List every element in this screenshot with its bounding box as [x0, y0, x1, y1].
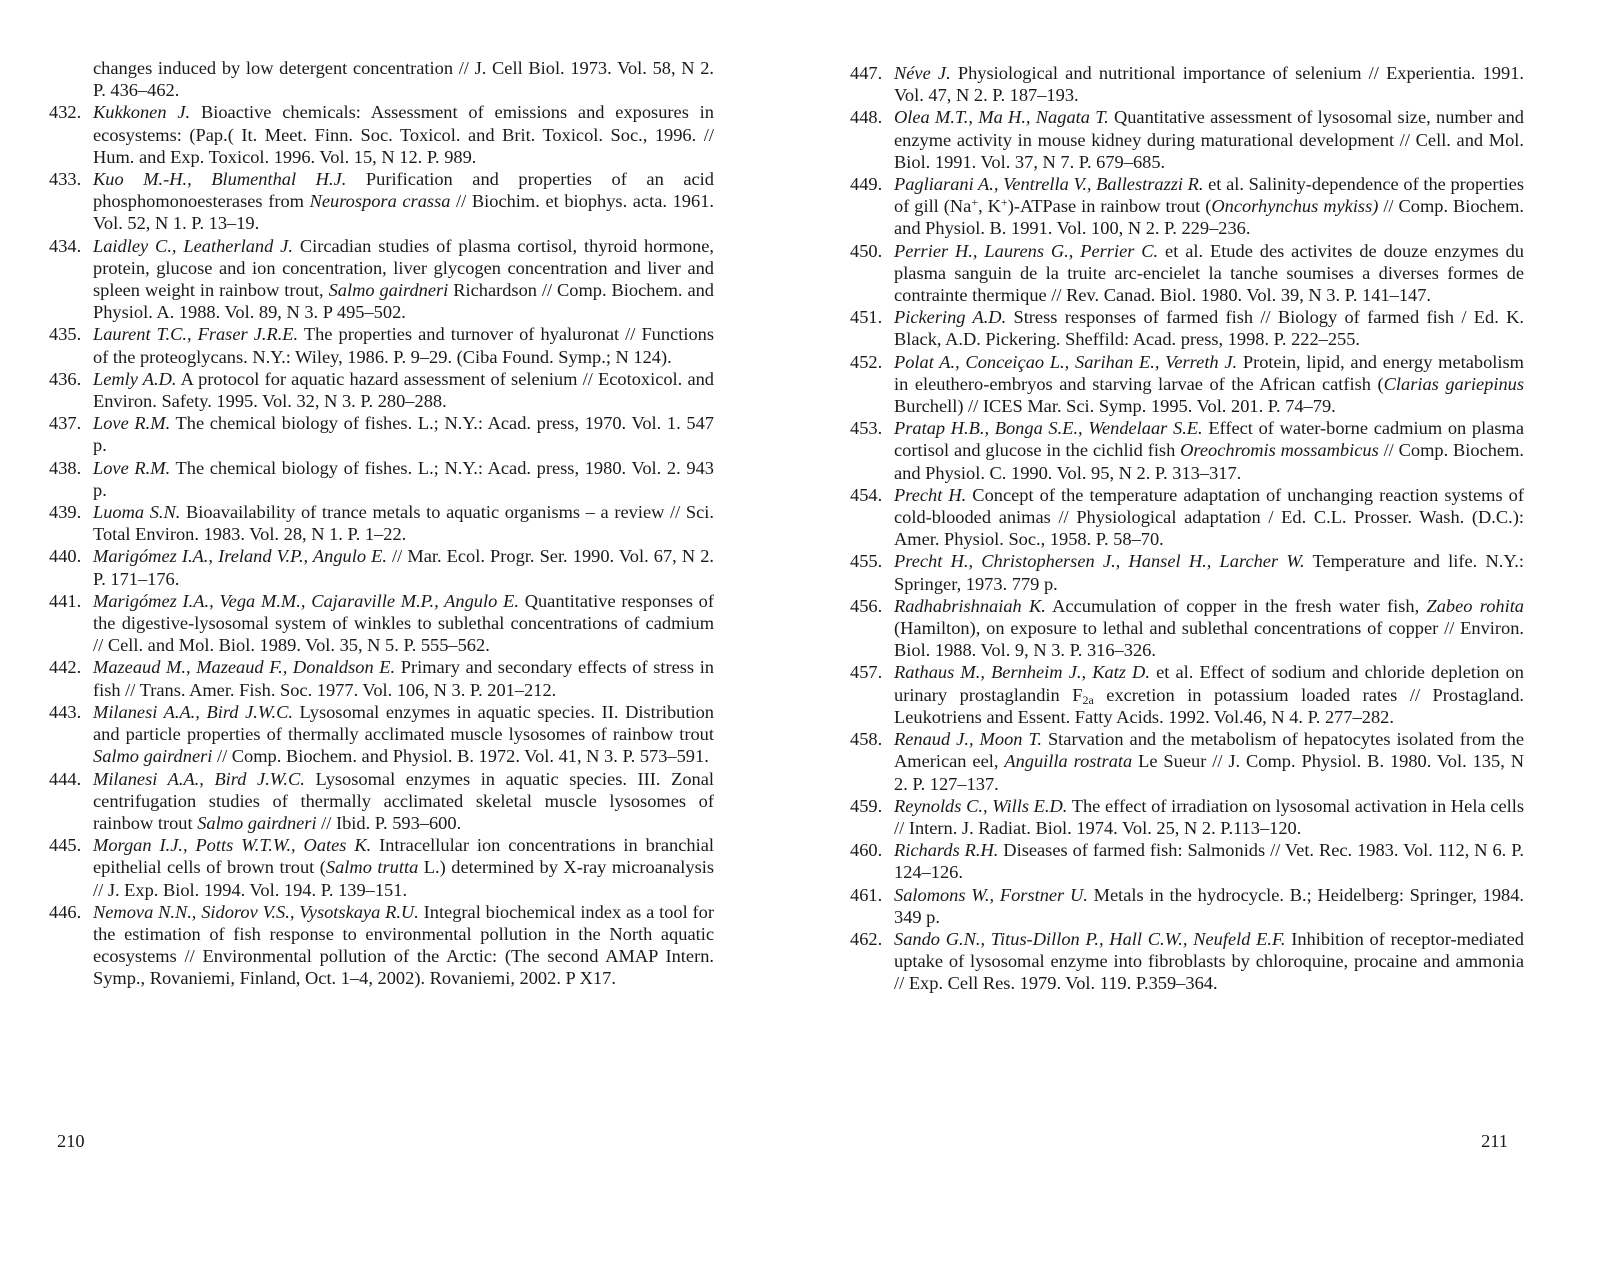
reference-italic-text: Milanesi A.A., Bird J.W.C.: [93, 768, 305, 789]
reference-plain-text: Metals in the hydrocycle. B.; Heidelberg: Springer, 1984. 349 p.: [894, 884, 1525, 927]
reference-italic-text: Marigómez I.A., Vega M.M., Cajaraville M.P., Angulo E.: [93, 590, 519, 611]
reference-italic-text: Precht H., Christophersen J., Hansel H., Larcher W.: [894, 551, 1305, 572]
reference-number: 436.: [49, 368, 82, 389]
reference-plain-text: Physiological and nutritional importance of selenium // Experientia. 1991. Vol. 47, N 2. P. 187–193.: [894, 63, 1524, 106]
reference-entry: [49, 323, 715, 367]
reference-text: [894, 352, 1524, 416]
reference-text: [93, 413, 714, 455]
reference-text: [894, 418, 1524, 482]
page-number-left: 210: [57, 1131, 85, 1151]
reference-italic-text: Salmo trutta: [325, 857, 419, 878]
reference-plain-text: Intracellular ion concentrations in branchial epithelial cells of brown trout (: [93, 835, 714, 878]
reference-text: [93, 546, 714, 588]
reference-entry: [49, 545, 715, 589]
reference-plain-text: Le Sueur // J. Comp. Physiol. B. 1980. Vol. 135, N 2. P. 127–137.: [894, 751, 1524, 794]
reference-plain-text: Protein, lipid, and energy metabolism in eleuthero-embryos and starving larvae of the African catfish (: [894, 351, 1524, 394]
reference-entry: [49, 656, 715, 700]
reference-plain-text: L.) determined by X-ray microanalysis // J. Exp. Biol. 1994. Vol. 194. P. 139–151.: [93, 857, 714, 900]
reference-text: [894, 174, 1524, 238]
reference-entry: [850, 484, 1524, 551]
reference-italic-text: Lemly A.D.: [93, 368, 177, 389]
reference-text: [894, 662, 1524, 726]
reference-number: 448.: [850, 107, 883, 128]
reference-plain-text: Inhibition of receptor-mediated uptake of lysosomal enzyme into fibroblasts by chloroquine, procaine and ammonia // Exp. Cell Res. 1979. Vol. 119. P.359–364.: [894, 928, 1524, 994]
reference-number: 434.: [49, 235, 82, 256]
reference-plain-text: Lysosomal enzymes in aquatic species. II. Distribution and particle properties of thermally acclimated muscle lysosomes of rainbow trout: [93, 701, 714, 745]
reference-number: 456.: [850, 595, 883, 616]
reference-italic-text: Perrier H., Laurens G., Perrier C.: [894, 240, 1159, 261]
reference-entry: [850, 306, 1524, 350]
reference-number: 446.: [49, 901, 82, 922]
reference-italic-text: Nemova N.N., Sidorov V.S., Vysotskaya R.U.: [93, 901, 419, 922]
reference-italic-text: Oncorhynchus mykiss): [1211, 196, 1379, 217]
reference-plain-text: Primary and secondary effects of stress in fish // Trans. Amer. Fish. Soc. 1977. Vol. 106, N 3. P. 201–212.: [93, 657, 715, 700]
reference-plain-text: // Mar. Ecol. Progr. Ser. 1990. Vol. 67, N 2. P. 171–176.: [93, 546, 715, 589]
reference-italic-text: Salmo gairdneri: [93, 746, 213, 767]
reference-number: 451.: [850, 307, 883, 328]
reference-entry: [49, 834, 714, 901]
reference-plain-text: excretion in potassium loaded rates // Prostagland. Leukotriens and Essent. Fatty Acids. 1992. Vol.46, N 4. P. 277–282.: [894, 684, 1524, 727]
reference-plain-text: , K: [978, 196, 1001, 217]
reference-number: 433.: [49, 169, 82, 190]
reference-plain-text: Starvation and the metabolism of hepatocytes isolated from the American eel,: [894, 729, 1524, 772]
reference-plain-text: )-ATPase in rainbow trout (: [1007, 196, 1212, 217]
reference-number: 439.: [49, 502, 82, 523]
reference-italic-text: Radhabrishnaiah K.: [894, 595, 1046, 616]
reference-number: 455.: [850, 551, 883, 572]
subscript: 2a: [1082, 692, 1094, 707]
reference-italic-text: Salmo gairdneri: [197, 812, 317, 833]
page-number-right: 211: [1481, 1131, 1508, 1151]
reference-text: [93, 458, 714, 500]
reference-italic-text: Mazeaud M., Mazeaud F., Donaldson E.: [93, 657, 396, 678]
reference-plain-text: Richardson // Comp. Biochem. and Physiol. A. 1988. Vol. 89, N 3. P 495–502.: [93, 280, 714, 323]
reference-entry: [49, 168, 714, 235]
reference-number: 450.: [850, 240, 883, 261]
reference-italic-text: Love R.M.: [93, 457, 171, 478]
reference-italic-text: Pagliarani A., Ventrella V., Ballestrazzi R.: [894, 174, 1204, 195]
reference-text: [894, 840, 1524, 882]
reference-text: [894, 885, 1524, 927]
reference-italic-text: Pratap H.B., Bonga S.E., Wendelaar S.E.: [894, 418, 1203, 439]
reference-entry: [49, 368, 714, 412]
reference-text: [93, 502, 714, 544]
reference-text: [894, 729, 1524, 793]
reference-text: [894, 485, 1524, 549]
reference-entry: [49, 501, 714, 545]
reference-plain-text: Lysosomal enzymes in aquatic species. III. Zonal centrifugation studies of thermally acclimated skeletal muscle lysosomes of rainbow trout: [93, 768, 714, 833]
reference-text: [894, 107, 1524, 171]
reference-entry: [850, 417, 1524, 484]
reference-plain-text: Integral biochemical index as a tool for the estimation of fish response to environmental pollution in the North aquatic ecosystems // Environmental pollution of the Arctic: (The second AMAP Intern. Symp., Rovaniemi, Finland, Oct. 1–4, 2002). Rovaniemi, 2002. P X17.: [93, 901, 714, 989]
reference-entry: [850, 240, 1524, 307]
reference-number: 457.: [850, 662, 883, 683]
reference-entry: [49, 412, 714, 456]
reference-entry: [850, 106, 1524, 173]
reference-text: [93, 102, 714, 166]
reference-plain-text: // Ibid. P. 593–600.: [316, 812, 462, 833]
reference-text: [93, 702, 714, 766]
reference-plain-text: Effect of water-borne cadmium on plasma cortisol and glucose in the cichlid fish: [894, 418, 1524, 461]
reference-entry: [49, 901, 714, 990]
reference-plain-text: Quantitative responses of the digestive-lysosomal system of winkles to sublethal concentrations of cadmium // Cell. and Mol. Biol. 1989. Vol. 35, N 5. P. 555–562.: [93, 590, 714, 656]
reference-number: 443.: [49, 701, 82, 722]
reference-entry: [850, 661, 1524, 728]
reference-italic-text: Marigómez I.A., Ireland V.P., Angulo E.: [93, 546, 387, 567]
reference-italic-text: Sando G.N., Titus-Dillon P., Hall C.W., Neufeld E.F.: [894, 928, 1286, 949]
reference-italic-text: Oreochromis mossambicus: [1180, 440, 1379, 461]
reference-entry: [850, 884, 1525, 928]
reference-italic-text: Love R.M.: [93, 413, 171, 434]
reference-plain-text: // Comp. Biochem. and Physiol. B. 1972. Vol. 41, N 3. P. 573–591.: [212, 746, 709, 767]
reference-text: [93, 657, 714, 699]
reference-number: 458.: [850, 729, 883, 750]
right-page: [800, 0, 1600, 1262]
reference-italic-text: Reynolds C., Wills E.D.: [894, 795, 1068, 816]
reference-italic-text: Clarias gariepinus: [1383, 373, 1525, 394]
reference-number: 444.: [49, 768, 82, 789]
reference-text: [894, 241, 1524, 305]
reference-text: [93, 591, 714, 655]
reference-entry: [49, 701, 714, 768]
reference-number: 442.: [49, 657, 82, 678]
reference-plain-text: Purification and properties of an acid phosphomonoesterases from: [93, 169, 714, 212]
reference-entry: [850, 839, 1524, 883]
superscript: +: [971, 195, 979, 210]
reference-italic-text: Kukkonen J.: [93, 102, 191, 123]
reference-plain-text: The chemical biology of fishes. L.; N.Y.: Acad. press, 1970. Vol. 1. 547 p.: [93, 413, 714, 456]
reference-text: [894, 307, 1524, 349]
reference-plain-text: (Hamilton), on exposure to lethal and sublethal concentrations of copper // Environ. Biol. 1988. Vol. 9, N 3. P. 316–326.: [894, 618, 1524, 661]
reference-number: 452.: [850, 351, 883, 372]
reference-list-right: [850, 62, 1525, 995]
reference-plain-text: // Comp. Biochem. and Physiol. C. 1990. Vol. 95, N 2. P. 313–317.: [894, 440, 1524, 483]
reference-text: [93, 769, 714, 833]
reference-entry: [49, 590, 714, 657]
reference-plain-text: A protocol for aquatic hazard assessment of selenium // Ecotoxicol. and Environ. Safety. 1995. Vol. 32, N 3. P. 280–288.: [93, 368, 714, 412]
reference-number: 453.: [850, 418, 883, 439]
reference-plain-text: Stress responses of farmed fish // Biology of farmed fish / Ed. K. Black, A.D. Pickering. Sheffild: Acad. press, 1998. P. 222–255.: [894, 307, 1524, 350]
reference-number: 437.: [49, 413, 82, 434]
reference-plain-text: // Comp. Biochem. and Physiol. B. 1991. Vol. 100, N 2. P. 229–236.: [894, 196, 1524, 239]
reference-plain-text: et al. Etude des activites de douze enzymes du plasma sanguin de la truite arc-encielet la tanche soumises a diverses formes de contrainte thermique // Rev. Canad. Biol. 1980. Vol. 39, N 3. P. 141–147.: [894, 240, 1524, 306]
reference-plain-text: Bioavailability of trance metals to aquatic organisms – a review // Sci. Total Environ. 1983. Vol. 28, N 1. P. 1–22.: [93, 502, 714, 545]
reference-entry: [850, 928, 1524, 995]
reference-entry: [850, 595, 1525, 662]
reference-plain-text: Temperature and life. N.Y.: Springer, 1973. 779 p.: [894, 551, 1524, 594]
reference-italic-text: Neurospora crassa: [309, 191, 451, 212]
reference-number: 441.: [49, 590, 82, 611]
reference-plain-text: Quantitative assessment of lysosomal size, number and enzyme activity in mouse kidney during maturational development // Cell. and Mol. Biol. 1991. Vol. 37, N 7. P. 679–685.: [894, 107, 1524, 172]
reference-italic-text: Richards R.H.: [894, 840, 999, 861]
reference-continuation: [57, 57, 714, 101]
reference-text: [894, 929, 1524, 993]
reference-plain-text: The properties and turnover of hyaluronat // Functions of the proteoglycans. N.Y.: Wiley, 1986. P. 9–29. (Ciba Found. Symp.; N 124).: [93, 324, 715, 367]
reference-text: [894, 796, 1524, 838]
reference-plain-text: // Biochim. et biophys. acta. 1961. Vol. 52, N 1. P. 13–19.: [93, 191, 714, 234]
reference-entry: [850, 173, 1524, 240]
reference-number: 459.: [850, 795, 883, 816]
reference-text: [93, 58, 714, 100]
reference-text: [93, 236, 714, 323]
reference-italic-text: Anguilla rostrata: [1004, 751, 1133, 772]
reference-text: [93, 835, 714, 899]
reference-plain-text: Circadian studies of plasma cortisol, thyroid hormone, protein, glucose and ion concentration, liver glycogen concentration and liver and spleen weight in rainbow trout,: [93, 235, 714, 301]
reference-italic-text: Laurent T.C., Fraser J.R.E.: [93, 324, 299, 345]
reference-text: [894, 63, 1524, 105]
reference-italic-text: Laidley C., Leatherland J.: [93, 235, 293, 256]
reference-number: 454.: [850, 484, 883, 505]
reference-plain-text: Concept of the temperature adaptation of unchanging reaction systems of cold-blooded animas // Physiological adaptation / Ed. C.L. Prosser. Wash. (D.C.): Amer. Physiol. Soc., 1958. P. 58–70.: [894, 484, 1524, 550]
reference-number: 460.: [850, 840, 883, 861]
reference-italic-text: Néve J.: [894, 63, 951, 83]
reference-entry: [49, 457, 714, 501]
reference-plain-text: et al. Effect of sodium and chloride depletion on urinary prostaglandin F: [894, 662, 1524, 705]
reference-number: 440.: [49, 546, 82, 567]
reference-text: [93, 324, 714, 366]
reference-italic-text: Polat A., Conceiçao L., Sarihan E., Verreth J.: [894, 351, 1238, 372]
reference-text: [93, 169, 714, 233]
reference-plain-text: Burchell) // ICES Mar. Sci. Symp. 1995. Vol. 201. P. 74–79.: [894, 396, 1336, 417]
superscript: +: [1000, 195, 1008, 210]
reference-text: [93, 369, 714, 411]
reference-plain-text: changes induced by low detergent concentration // J. Cell Biol. 1973. Vol. 58, N 2. P. 436–462.: [93, 58, 714, 101]
reference-number: 462.: [850, 928, 883, 949]
reference-entry: [850, 550, 1524, 594]
reference-number: 449.: [850, 174, 883, 195]
reference-italic-text: Precht H.: [894, 484, 967, 505]
reference-plain-text: The chemical biology of fishes. L.; N.Y.: Acad. press, 1980. Vol. 2. 943 p.: [93, 457, 714, 500]
reference-entry: [850, 795, 1524, 839]
reference-entry: [49, 768, 714, 835]
reference-entry: [850, 351, 1525, 418]
reference-list-left: [49, 57, 715, 990]
reference-number: 445.: [49, 835, 82, 856]
reference-number: 447.: [850, 63, 883, 83]
reference-italic-text: Morgan I.J., Potts W.T.W., Oates K.: [93, 835, 372, 856]
reference-text: [93, 902, 714, 989]
reference-italic-text: Salomons W., Forstner U.: [894, 884, 1088, 905]
reference-text: [894, 596, 1524, 660]
reference-plain-text: Bioactive chemicals: Assessment of emissions and exposures in ecosystems: (Pap.( It. Meet. Finn. Soc. Toxicol. and Brit. Toxicol. Soc., 1996. // Hum. and Exp. Toxicol. 1996. Vol. 15, N 12. P. 989.: [93, 102, 714, 167]
reference-entry: [49, 101, 714, 168]
reference-number: 438.: [49, 457, 82, 478]
reference-plain-text: The effect of irradiation on lysosomal activation in Hela cells // Intern. J. Radiat. Biol. 1974. Vol. 25, N 2. P.113–120.: [894, 795, 1524, 838]
reference-plain-text: Accumulation of copper in the fresh water fish,: [1045, 595, 1427, 616]
reference-plain-text: Diseases of farmed fish: Salmonids // Vet. Rec. 1983. Vol. 112, N 6. P. 124–126.: [894, 840, 1524, 883]
reference-italic-text: Rathaus M., Bernheim J., Katz D.: [894, 662, 1150, 683]
reference-italic-text: Salmo gairdneri: [328, 280, 449, 301]
reference-italic-text: Milanesi A.A., Bird J.W.C.: [93, 701, 293, 722]
reference-plain-text: et al. Salinity-dependence of the properties of gill (Na: [894, 174, 1524, 217]
reference-number: 435.: [49, 324, 82, 345]
reference-number: 461.: [850, 884, 883, 905]
reference-italic-text: Pickering A.D.: [894, 307, 1007, 328]
reference-italic-text: Olea M.T., Ma H., Nagata T.: [894, 107, 1109, 128]
reference-entry: [49, 235, 714, 324]
reference-italic-text: Renaud J., Moon T.: [894, 729, 1042, 750]
reference-italic-text: Zabeo rohita: [1426, 595, 1525, 616]
reference-italic-text: Kuo M.-H., Blumenthal H.J.: [93, 169, 347, 190]
reference-text: [894, 551, 1524, 593]
reference-italic-text: Luoma S.N.: [93, 502, 181, 523]
reference-entry: [850, 728, 1524, 795]
reference-entry: [850, 62, 1524, 106]
reference-number: 432.: [49, 102, 82, 123]
